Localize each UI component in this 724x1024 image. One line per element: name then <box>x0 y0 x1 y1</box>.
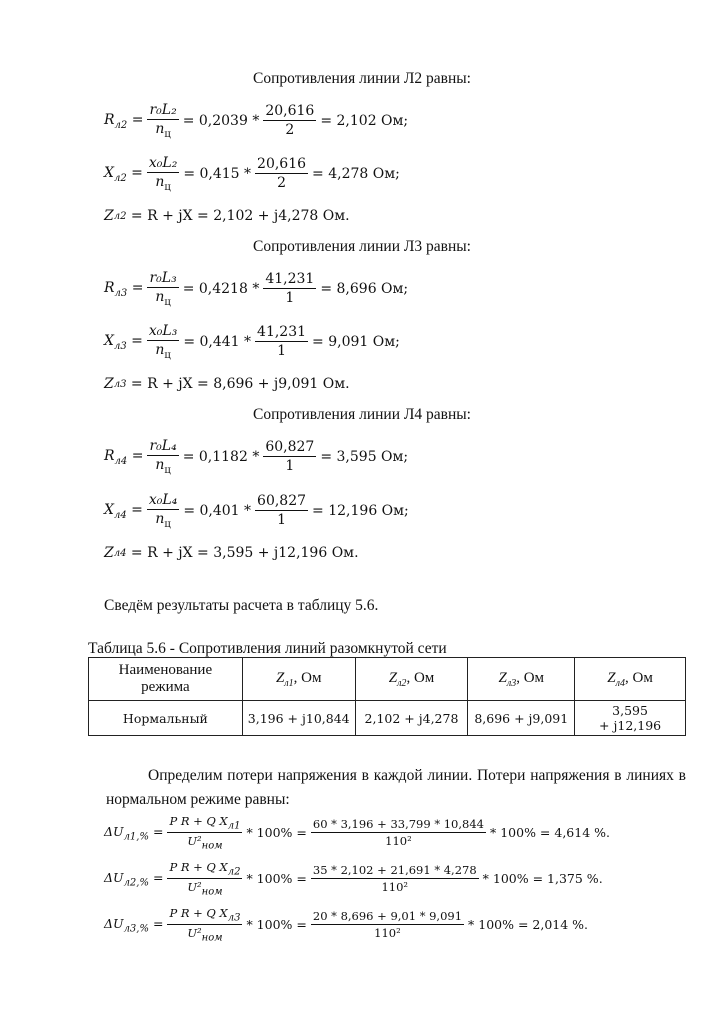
equation-x-l3: $X_{л3}$ = $\frac{\text{x₀L₃}}{n_ц}$ = 0,441 * $\frac{41,231}{1}$ = 9,091 Ом; <box>104 323 400 361</box>
resistance-table <box>88 657 686 736</box>
cell-z-l1: 3,196 + j10,844 <box>242 701 355 736</box>
equation-r-l4: $R_{л4}$ = $\frac{\text{r₀L₄}}{n_ц}$ = 0,1182 * $\frac{60,827}{1}$ = 3,595 Ом; <box>104 438 409 476</box>
loss-equation-l2: $\Delta U_{л2,\%}$ = $\frac{P R + Q X_{л2}}{U^2_{ном}}$ * 100% = $\frac{35 * 2,102 + 21,691 * 4,278}{\text{110²}}$ * 100% = 1,375 %. <box>104 860 603 898</box>
cell-mode: Нормальный <box>89 701 243 736</box>
cell-z-l2: 2,102 + j4,278 <box>355 701 468 736</box>
header-z-l3: $Z_{л3}$, Ом <box>468 658 575 701</box>
header-z-l4: $Z_{л4}$, Ом <box>575 658 686 701</box>
equation-x-l4: $X_{л4}$ = $\frac{\text{x₀L₄}}{n_ц}$ = 0,401 * $\frac{60,827}{1}$ = 12,196 Ом; <box>104 492 409 530</box>
loss-equation-l1: $\Delta U_{л1,\%}$ = $\frac{P R + Q X_{л1}}{U^2_{ном}}$ * 100% = $\frac{60 * 3,196 + 33,799 * 10,844}{\text{110²}}$ * 100% = 4,614 %. <box>104 814 610 852</box>
equation-z-l2: Z л2 = R + jX = 2,102 + j4,278 Ом. <box>104 208 350 224</box>
table-header-row <box>89 658 686 701</box>
header-z-l1: $Z_{л1}$, Ом <box>242 658 355 701</box>
losses-paragraph: Определим потери напряжения в каждой линии. Потери напряжения в линиях в нормальном режиме равны: <box>106 767 686 808</box>
equation-r-l3: $R_{л3}$ = $\frac{\text{r₀L₃}}{n_ц}$ = 0,4218 * $\frac{41,231}{1}$ = 8,696 Ом; <box>104 270 409 308</box>
cell-z-l4: 3,595 + j12,196 <box>575 701 686 736</box>
equation-z-l4: Z л4 = R + jX = 3,595 + j12,196 Ом. <box>104 545 359 561</box>
cell-z-l3: 8,696 + j9,091 <box>468 701 575 736</box>
equation-z-l3: Z л3 = R + jX = 8,696 + j9,091 Ом. <box>104 376 350 392</box>
table-row <box>89 701 686 736</box>
header-z-l2: $Z_{л2}$, Ом <box>355 658 468 701</box>
section-heading-l4: Сопротивления линии Л4 равны: <box>253 406 471 423</box>
table-caption: Таблица 5.6 - Сопротивления линий разомкнутой сети <box>88 640 447 657</box>
header-mode: Наименование режима <box>89 658 243 701</box>
loss-equation-l3: $\Delta U_{л3,\%}$ = $\frac{P R + Q X_{л3}}{U^2_{ном}}$ * 100% = $\frac{20 * 8,696 + 9,01 * 9,091}{\text{110²}}$ * 100% = 2,014 %. <box>104 906 589 944</box>
section-heading-l3: Сопротивления линии Л3 равны: <box>253 238 471 255</box>
summary-sentence: Сведём результаты расчета в таблицу 5.6. <box>104 597 379 614</box>
section-heading-l2: Сопротивления линии Л2 равны: <box>253 70 471 87</box>
equation-x-l2: $X_{л2}$ = $\frac{\text{x₀L₂}}{n_ц}$ = 0,415 * $\frac{20,616}{2}$ = 4,278 Ом; <box>104 155 400 193</box>
equation-r-l2: $R_{л2}$ = $\frac{\text{r₀L₂}}{n_ц}$ = 0,2039 * $\frac{20,616}{2}$ = 2,102 Ом; <box>104 102 409 140</box>
